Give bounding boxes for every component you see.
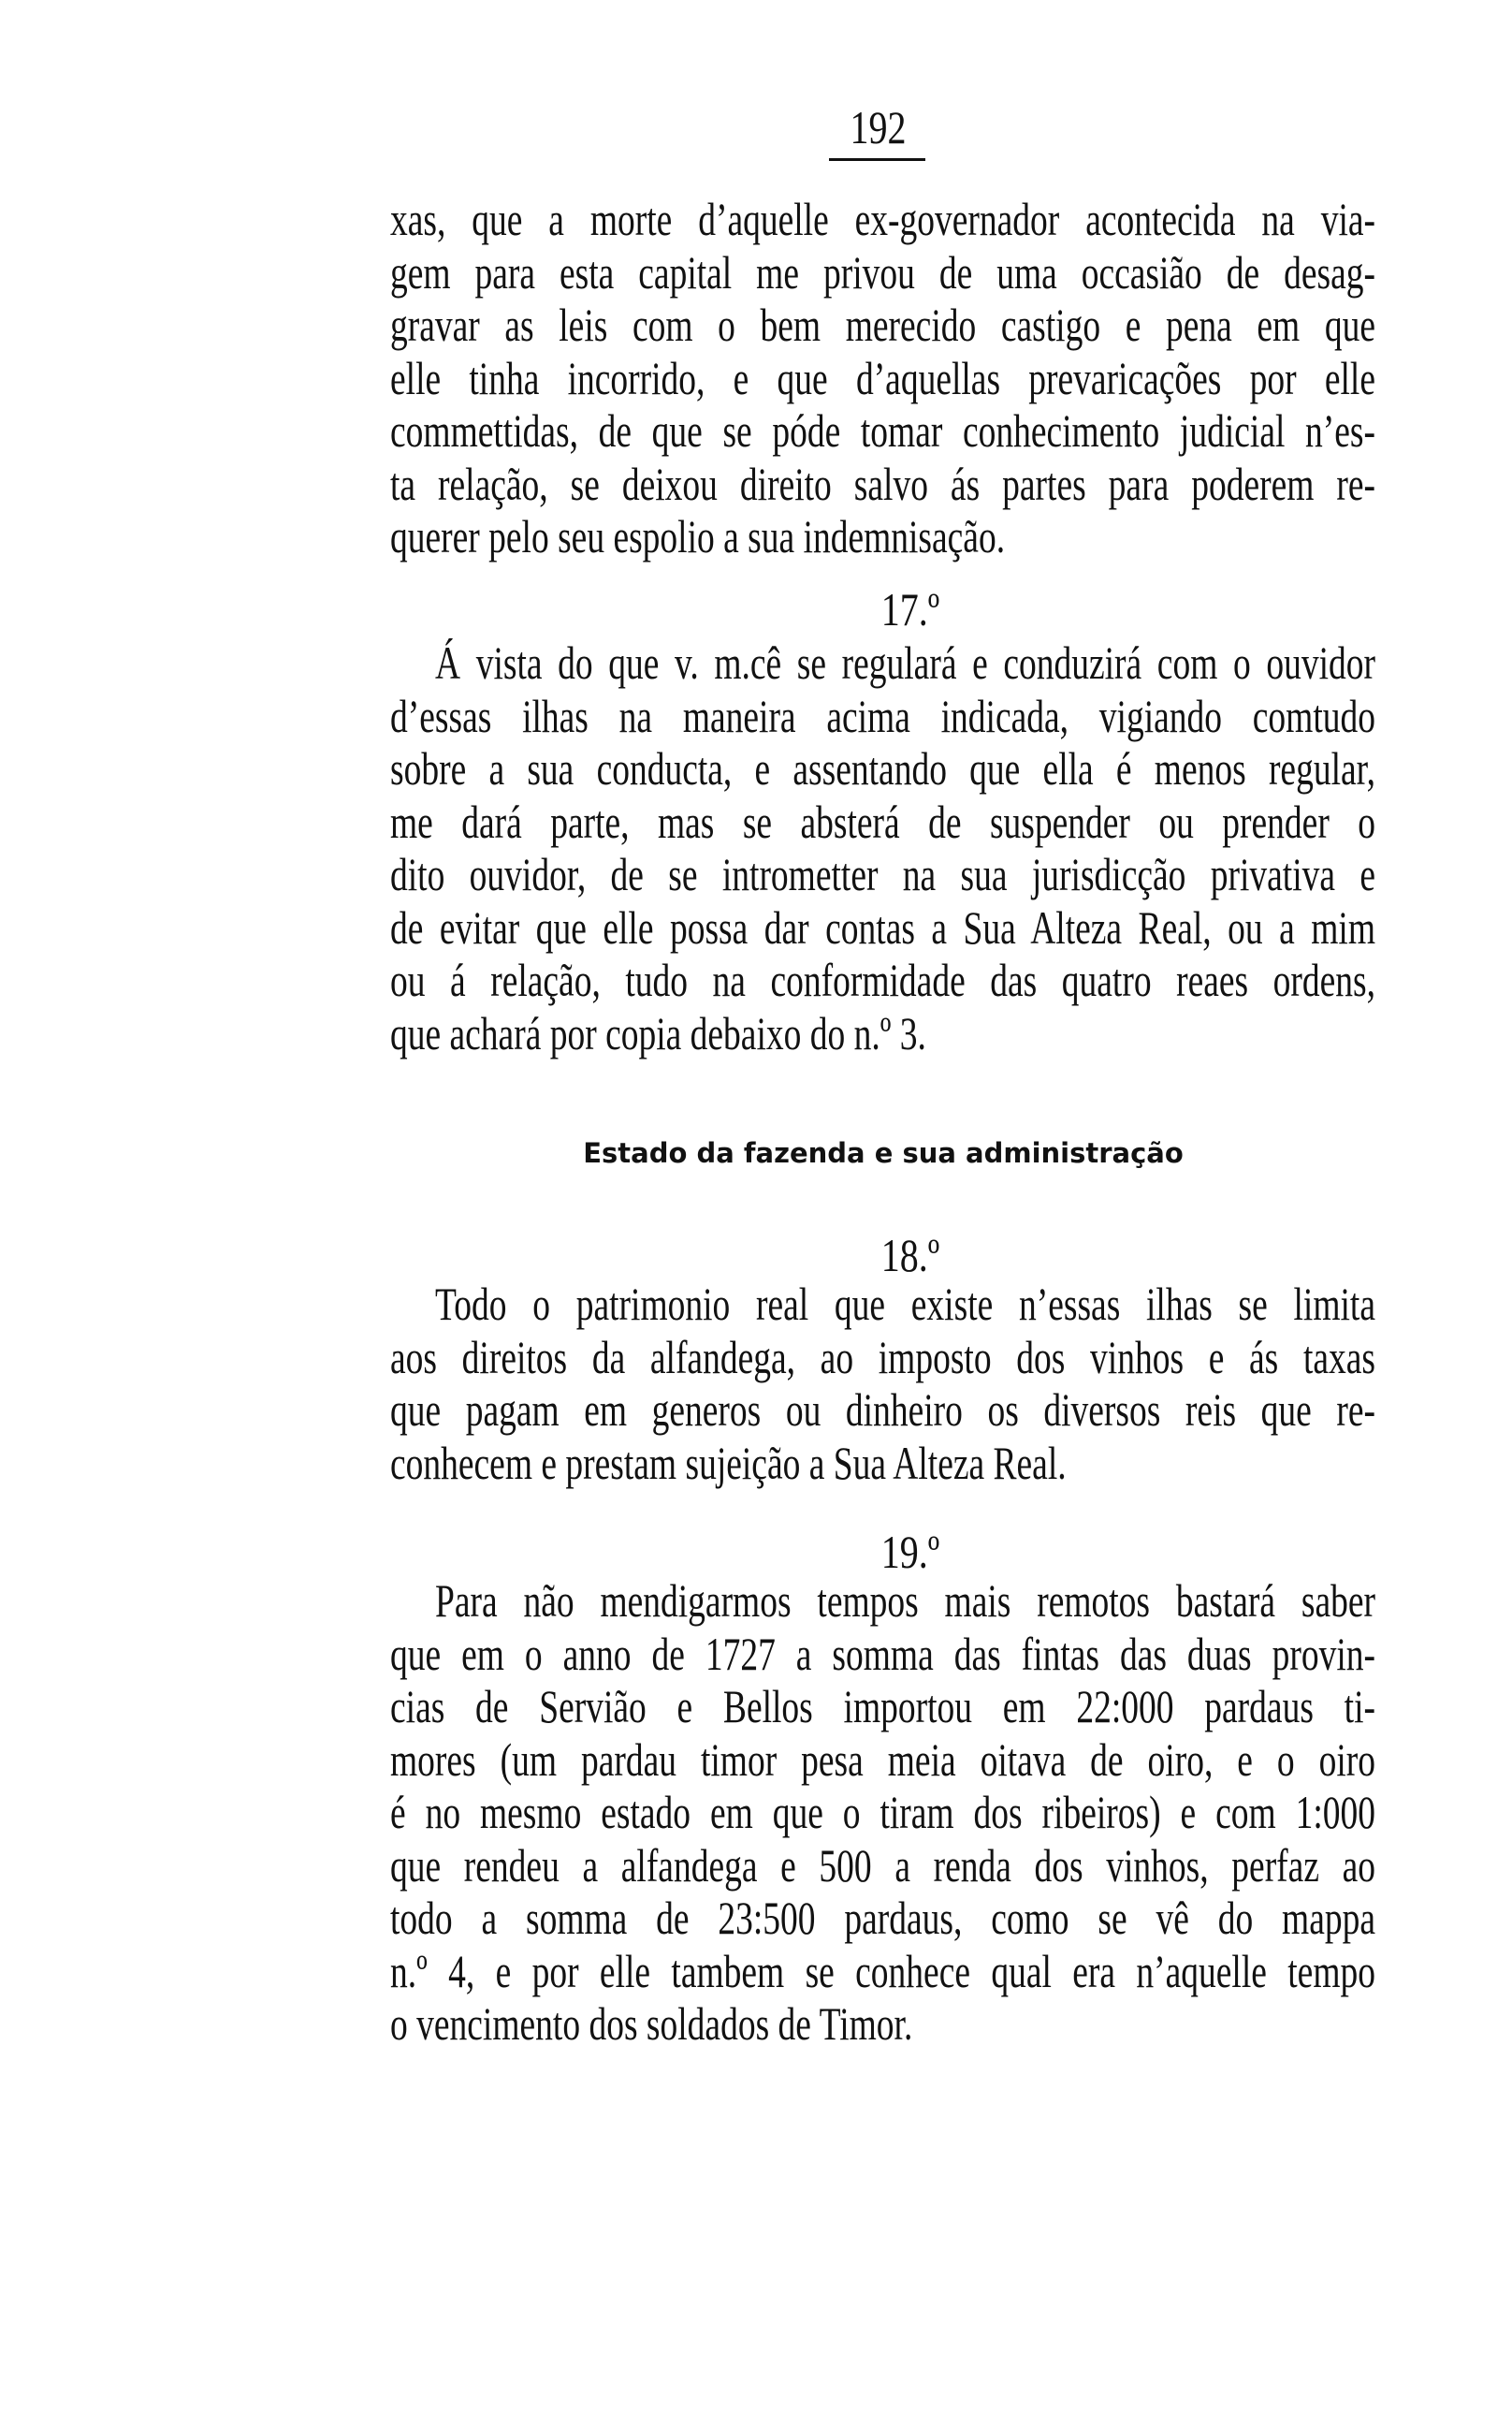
- text-line: que pagam em generos ou dinheiro os diversos reis que re-: [390, 1383, 1375, 1436]
- text-line: de evitar que elle possa dar contas a Sua Alteza Real, ou a mim: [390, 900, 1375, 954]
- text-line: aos direitos da alfandega, ao imposto dos vinhos e ás taxas: [390, 1330, 1375, 1383]
- text-line: todo a somma de 23:500 pardaus, como se vê do mappa: [390, 1892, 1375, 1944]
- paragraph-number: [0, 583, 1512, 636]
- text-line: xas, que a morte d’aquelle ex-governador acontecida na via-: [390, 193, 1375, 245]
- paragraph-number-text: 17.º: [880, 583, 940, 636]
- text-line: que achará por copia debaixo do n.º 3.: [390, 1006, 926, 1059]
- text-line: cias de Servião e Bellos importou em 22:000 pardaus ti-: [390, 1680, 1375, 1732]
- paragraph-number: [0, 1229, 1512, 1281]
- text-line: Todo o patrimonio real que existe n’essas ilhas se limita: [435, 1278, 1375, 1330]
- text-line: que rendeu a alfandega e 500 a renda dos vinhos, perfaz ao: [390, 1838, 1375, 1892]
- text-line: d’essas ilhas na maneira acima indicada, vigiando comtudo: [390, 689, 1375, 742]
- text-line: ta relação, se deixou direito salvo ás partes para poderem re-: [390, 457, 1375, 510]
- text-line: querer pelo seu espolio a sua indemnisação.: [390, 510, 1006, 563]
- text-line: gravar as leis com o bem merecido castigo e pena em que: [390, 299, 1375, 351]
- text-line: elle tinha incorrido, e que d’aquellas prevaricações por elle: [390, 351, 1375, 404]
- paragraph-number-text: 19.º: [880, 1526, 940, 1578]
- text-line: n.º 4, e por elle tambem se conhece qual era n’aquelle tempo: [390, 1944, 1375, 1997]
- section-heading: Estado da fazenda e sua administração: [583, 1137, 1184, 1169]
- text-line: sobre a sua conducta, e assentando que ella é menos regular,: [390, 742, 1375, 795]
- text-line: conhecem e prestam sujeição a Sua Alteza Real.: [390, 1436, 1067, 1489]
- text-line: Para não mendigarmos tempos mais remotos bastará saber: [435, 1574, 1375, 1627]
- page-number: 192: [850, 101, 906, 153]
- text-line: ou á relação, tudo na conformidade das quatro reaes ordens,: [390, 954, 1375, 1006]
- text-line: Á vista do que v. m.cê se regulará e conduzirá com o ouvidor: [435, 636, 1375, 689]
- paragraph-number: [0, 1526, 1512, 1578]
- text-line: commettidas, de que se póde tomar conhecimento judicial n’es-: [390, 404, 1375, 457]
- paragraph-number-text: 18.º: [880, 1229, 940, 1281]
- text-line: é no mesmo estado em que o tiram dos ribeiros) e com 1:000: [390, 1786, 1375, 1838]
- text-line: dito ouvidor, de se intrometter na sua jurisdicção privativa e: [390, 848, 1375, 900]
- text-line: que em o anno de 1727 a somma das fintas das duas provin-: [390, 1627, 1375, 1680]
- text-line: o vencimento dos soldados de Timor.: [390, 1997, 913, 2050]
- text-line: mores (um pardau timor pesa meia oitava de oiro, e o oiro: [390, 1732, 1375, 1786]
- text-line: gem para esta capital me privou de uma occasião de desag-: [390, 245, 1375, 299]
- header-rule: [829, 158, 925, 161]
- text-line: me dará parte, mas se absterá de suspender ou prender o: [390, 795, 1375, 848]
